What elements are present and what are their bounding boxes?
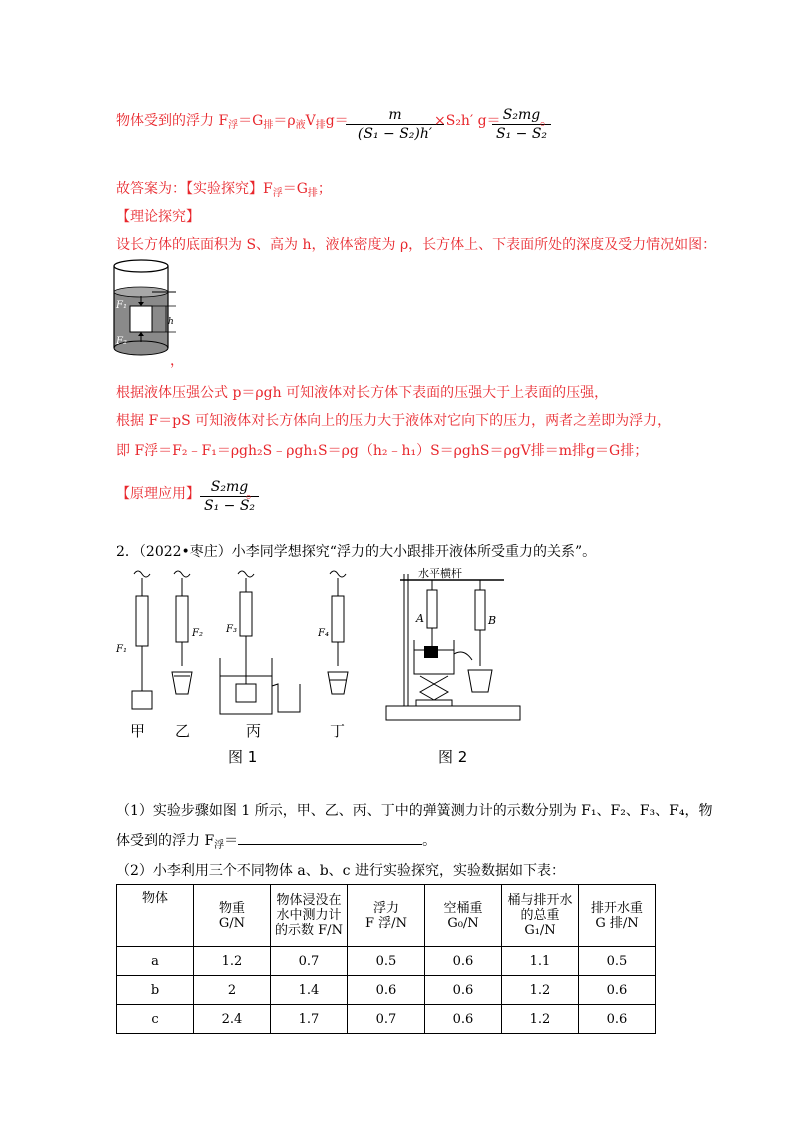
fraction-numerator: S₂mg bbox=[492, 106, 551, 125]
sub-fu: 浮 bbox=[272, 188, 283, 199]
fraction-denominator: (S₁ − S₂)h′ bbox=[357, 126, 433, 142]
sub-pai: 排 bbox=[307, 188, 318, 199]
buoyancy-formula-line bbox=[116, 110, 349, 131]
fig1-name-bing: 丙 bbox=[246, 722, 262, 740]
apply-heading: 【原理应用】 bbox=[116, 486, 200, 502]
table-cell: 1.1 bbox=[502, 947, 579, 976]
fig1-f4-label: F₄ bbox=[318, 628, 329, 639]
table-header: 桶与排开水 的总重 G₁/N bbox=[502, 885, 579, 947]
table-cell: 1.2 bbox=[502, 976, 579, 1005]
formula-text: ×S₂h′ g＝ bbox=[434, 113, 501, 129]
table-cell: c bbox=[117, 1005, 194, 1034]
fig1-name-jia: 甲 bbox=[130, 722, 146, 740]
f1-label: F₁ bbox=[116, 300, 127, 311]
table-cell: a bbox=[117, 947, 194, 976]
step-text: 。 bbox=[422, 833, 437, 849]
answer-text: ＝G bbox=[282, 181, 308, 197]
figure-1-caption: 图 1 bbox=[228, 748, 258, 766]
table-cell: 1.7 bbox=[271, 1005, 348, 1034]
fraction-numerator: m bbox=[346, 106, 444, 125]
table-cell: 0.7 bbox=[271, 947, 348, 976]
answer-line bbox=[116, 178, 332, 199]
figure-2-apparatus bbox=[384, 566, 524, 726]
table-cell: 1.4 bbox=[271, 976, 348, 1005]
table-cell: 1.2 bbox=[194, 947, 271, 976]
theory-text: 设长方体的底面积为 S、高为 h，液体密度为 ρ，长方体上、下表面所处的深度及受力情况如图： bbox=[116, 237, 717, 253]
table-cell: 2 bbox=[194, 976, 271, 1005]
fig1-name-ding: 丁 bbox=[330, 722, 346, 740]
table-header: 浮力 F 浮/N bbox=[348, 885, 425, 947]
table-cell: 0.6 bbox=[425, 947, 502, 976]
table-cell: 0.5 bbox=[579, 947, 656, 976]
formula-text: V bbox=[305, 113, 316, 129]
figure-2-caption: 图 2 bbox=[438, 748, 468, 766]
table-cell: 0.6 bbox=[579, 976, 656, 1005]
apply-end: 。 bbox=[246, 486, 260, 502]
fig2-bar-label: 水平横杆 bbox=[418, 567, 462, 580]
fig1-f1-label: F₁ bbox=[116, 644, 127, 655]
fraction-m-over-area bbox=[346, 106, 444, 143]
table-header: 物体浸没在 水中测力计 的示数 F/N bbox=[271, 885, 348, 947]
answer-text: 故答案为：【实验探究】F bbox=[116, 181, 273, 197]
formula-times bbox=[434, 110, 501, 130]
table-cell: 0.6 bbox=[425, 976, 502, 1005]
formula-text: 物体受到的浮力 F bbox=[116, 113, 229, 129]
table-header-row bbox=[117, 885, 656, 947]
sub-ye: 液 bbox=[295, 120, 306, 131]
table-row bbox=[117, 1005, 656, 1034]
formula-text: g＝ bbox=[325, 113, 349, 129]
answer-text: ； bbox=[317, 181, 332, 197]
table-header: 排开水重 G 排/N bbox=[579, 885, 656, 947]
fig1-f3-label: F₃ bbox=[226, 624, 237, 635]
formula-text: ＝ρ bbox=[273, 113, 296, 129]
fig2-a-label: A bbox=[416, 612, 424, 625]
table-row bbox=[117, 976, 656, 1005]
table-cell: 0.5 bbox=[348, 947, 425, 976]
f2-label: F₂ bbox=[116, 336, 127, 347]
data-table bbox=[116, 884, 656, 1034]
sub-pai: 排 bbox=[263, 120, 274, 131]
step-1-line-2 bbox=[116, 830, 436, 851]
step-text: ＝ bbox=[224, 833, 239, 849]
formula-text: 。 bbox=[540, 113, 554, 129]
formula-text: ＝G bbox=[238, 113, 264, 129]
sub-pai: 排 bbox=[315, 120, 326, 131]
pressure-text-2: 根据 F＝pS 可知液体对长方体向上的压力大于液体对它向下的压力，两者之差即为浮力， bbox=[116, 413, 672, 429]
table-header: 物体 bbox=[117, 885, 194, 947]
fig2-b-label: B bbox=[488, 614, 497, 627]
table-cell: 0.6 bbox=[579, 1005, 656, 1034]
fig1-name-yi: 乙 bbox=[175, 722, 191, 740]
table-header: 空桶重 G₀/N bbox=[425, 885, 502, 947]
sub-fu: 浮 bbox=[214, 840, 225, 851]
theory-heading: 【理论探究】 bbox=[116, 209, 200, 225]
answer-blank[interactable] bbox=[238, 832, 422, 845]
step-text: 体受到的浮力 F bbox=[116, 833, 215, 849]
figure-1-spring-scales bbox=[112, 566, 312, 736]
fraction-denominator: S₁ − S₂ bbox=[496, 126, 548, 142]
fraction-denominator: S₁ − S₂ bbox=[204, 498, 256, 514]
table-cell: 0.6 bbox=[348, 976, 425, 1005]
table-row bbox=[117, 947, 656, 976]
sub-fu: 浮 bbox=[228, 120, 239, 131]
table-header: 物重 G/N bbox=[194, 885, 271, 947]
table-cell: b bbox=[117, 976, 194, 1005]
fig1-f2-label: F₂ bbox=[192, 628, 203, 639]
svg-text:h: h bbox=[168, 317, 174, 327]
figure-comma: ， bbox=[170, 353, 184, 369]
table-cell: 0.6 bbox=[425, 1005, 502, 1034]
figure-1-scale-4 bbox=[318, 566, 358, 736]
pressure-text-1: 根据液体压强公式 p＝ρgh 可知液体对长方体下表面的压强大于上表面的压强， bbox=[116, 385, 609, 401]
formula-end bbox=[540, 110, 554, 130]
question-2-title: 2．（2022•枣庄）小李同学想探究“浮力的大小跟排开液体所受重力的关系”。 bbox=[116, 544, 597, 560]
table-cell: 0.7 bbox=[348, 1005, 425, 1034]
step-2-line: （2）小李利用三个不同物体 a、b、c 进行实验探究，实验数据如下表： bbox=[116, 863, 565, 879]
fraction-numerator: S₂mg bbox=[200, 478, 259, 497]
step-1-line-1: （1）实验步骤如图 1 所示，甲、乙、丙、丁中的弹簧测力计的示数分别为 F₁、F₂、F₃、F₄，物 bbox=[116, 803, 713, 819]
table-cell: 1.2 bbox=[502, 1005, 579, 1034]
pressure-text-3: 即 F浮＝F₂﹣F₁＝ρgh₂S﹣ρgh₁S＝ρg（h₂﹣h₁）S＝ρghS＝ρgV排＝m排g＝G排； bbox=[116, 443, 649, 459]
table-cell: 2.4 bbox=[194, 1005, 271, 1034]
